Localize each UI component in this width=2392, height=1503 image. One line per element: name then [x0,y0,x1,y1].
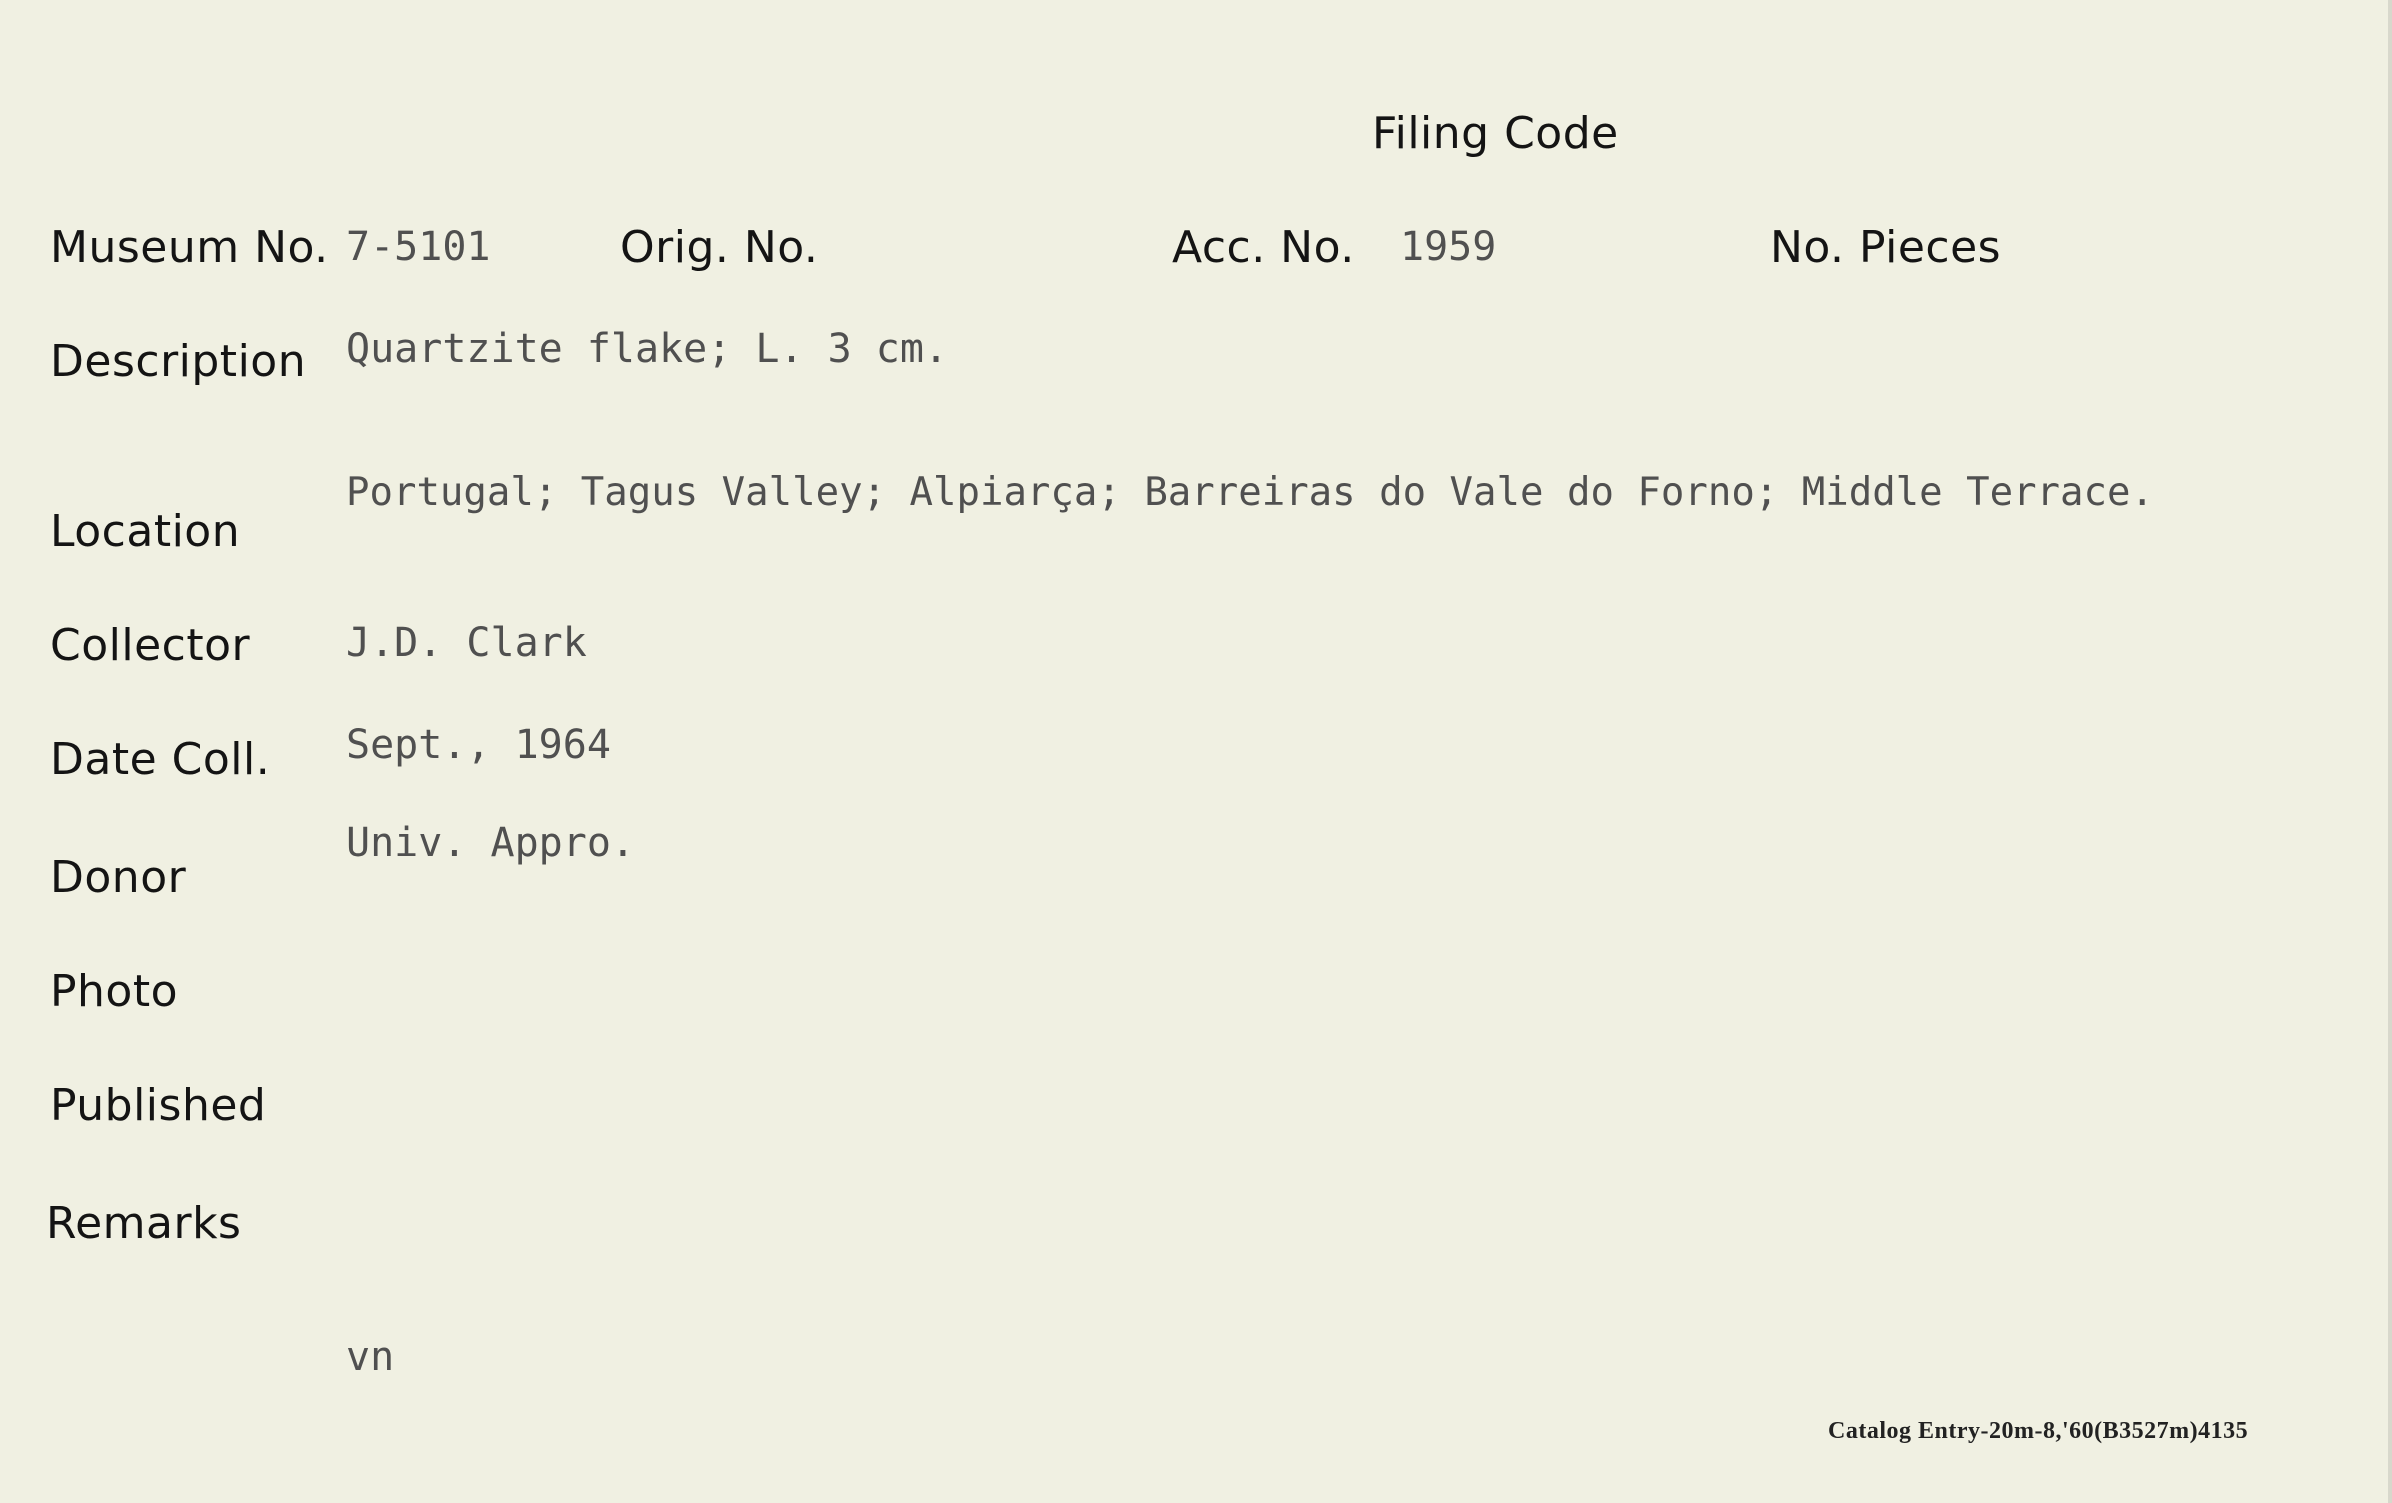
orig-no-label: Orig. No. [620,222,819,273]
donor-value: Univ. Appro. [346,820,635,866]
description-value: Quartzite flake; L. 3 cm. [346,326,949,372]
catalog-footer: Catalog Entry-20m-8,'60(B3527m)4135 [1828,1418,2249,1444]
acc-no-label: Acc. No. [1172,222,1355,273]
museum-no-value: 7-5101 [346,224,491,270]
location-value: Portugal; Tagus Valley; Alpiarça; Barreiras do Vale do Forno; Middle Terrace. [346,470,2154,515]
date-coll-value: Sept., 1964 [346,722,611,768]
collector-label: Collector [50,620,251,671]
date-coll-label: Date Coll. [50,734,271,785]
filing-code-label: Filing Code [1372,108,1619,159]
remarks-label: Remarks [46,1198,242,1249]
initials-value: vn [346,1334,395,1380]
no-pieces-label: No. Pieces [1770,222,2002,273]
museum-no-label: Museum No. [50,222,329,273]
location-label: Location [50,506,241,557]
donor-label: Donor [50,852,187,903]
description-label: Description [50,336,307,387]
acc-no-value: 1959 [1400,224,1497,270]
collector-value: J.D. Clark [346,620,587,666]
published-label: Published [50,1080,267,1131]
photo-label: Photo [50,966,179,1017]
